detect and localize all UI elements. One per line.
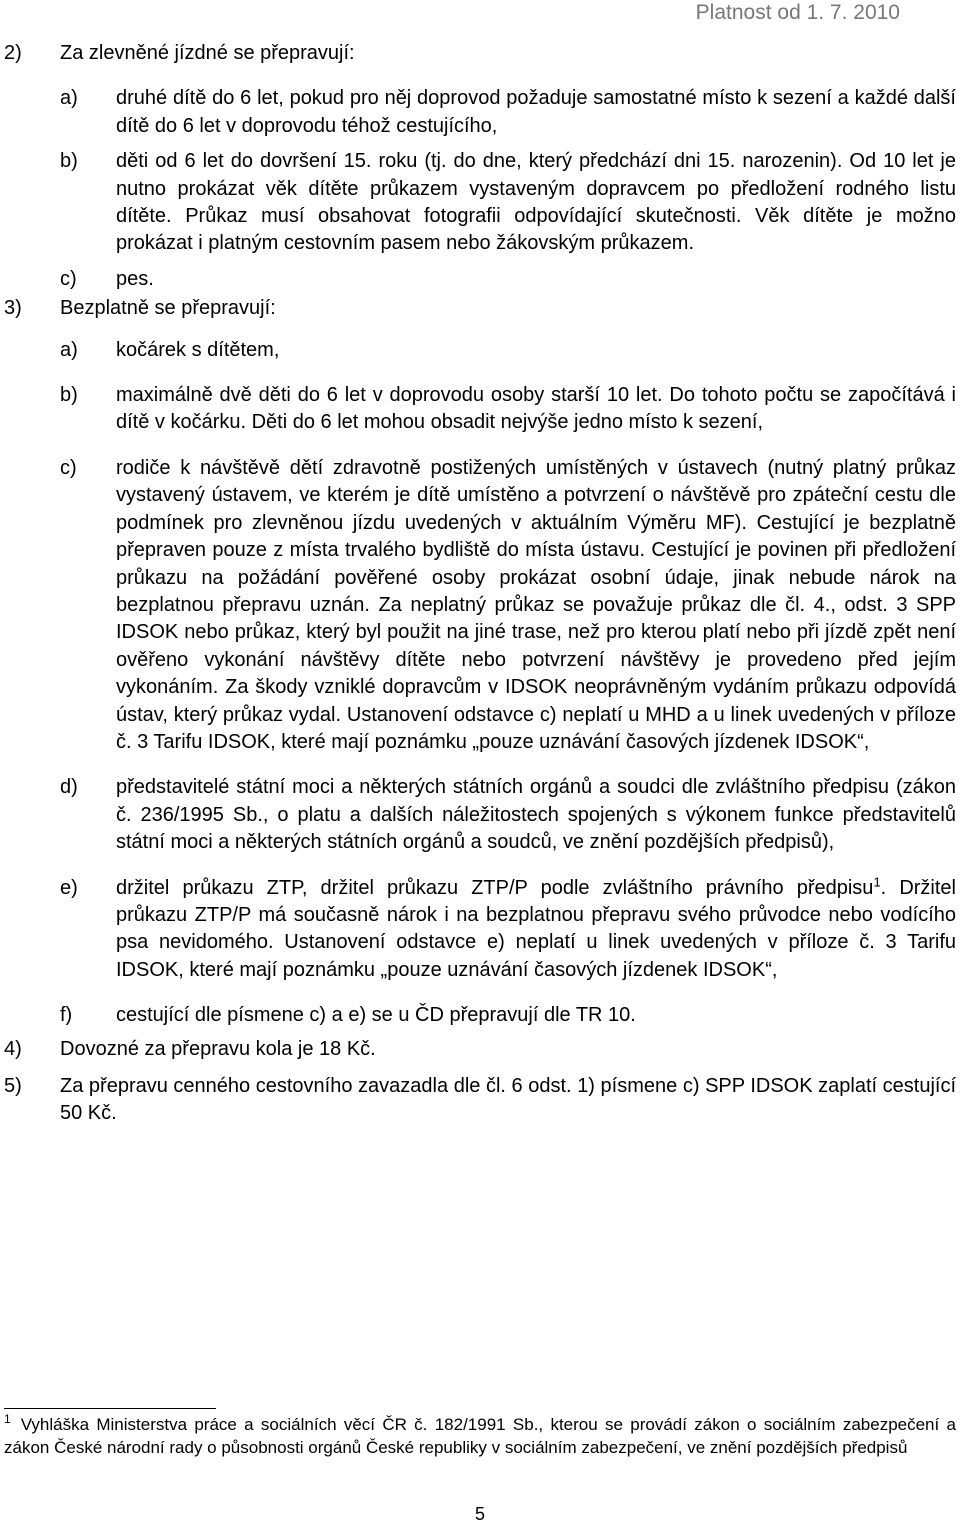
document-body xyxy=(4,40,956,1128)
list-item xyxy=(60,266,956,293)
list-item xyxy=(60,1002,956,1029)
section-title: Dovozné za přepravu kola je 18 Kč. xyxy=(60,1037,376,1060)
section-number: 2) xyxy=(4,42,22,64)
item-text: pes. xyxy=(116,267,154,290)
footnote-text: Vyhláška Ministerstva práce a sociálních věcí ČR č. 182/1991 Sb., kterou se provádí zákon o sociálním zabezpečení a zákon České národní rady o působnosti orgánů České republiky v sociálním zabezpečení, ve znění pozdějších předpisů xyxy=(4,1415,956,1457)
footnote-reference: 1 xyxy=(873,873,881,889)
item-text: kočárek s dítětem, xyxy=(116,338,280,361)
section-2-items xyxy=(60,85,956,293)
item-letter: a) xyxy=(60,338,78,361)
item-text: cestující dle písmene c) a e) se u ČD přepravují dle TR 10. xyxy=(116,1004,636,1027)
item-text: představitelé státní moci a některých státních orgánů a soudci dle zvláštního předpisu (zákon č. 236/1995 Sb., o platu a dalších náležitostech spojených s výkonem funkce představitelů státní moci a některých státních orgánů a soudců, ve znění pozdějších předpisů), xyxy=(116,776,956,854)
list-item xyxy=(60,337,956,364)
item-letter: c) xyxy=(60,267,77,290)
item-text-part: . Držitel průkazu ZTP/P má současně nárok i na bezplatnou přepravu svého průvodce nebo vodícího psa nevidomého. Ustanovení odstavce e) neplatí u linek uvedených v příloze č. 3 Tarifu IDSOK, které mají poznámku „pouze uznávání časových jízdenek IDSOK“, xyxy=(116,876,956,981)
item-text xyxy=(116,875,956,985)
footnote-number: 1 xyxy=(4,1412,11,1427)
item-text: maximálně dvě děti do 6 let v doprovodu osoby starší 10 let. Do tohoto počtu se započítává i dítě v kočárku. Děti do 6 let mohou obsadit nejvýše jedno místo k sezení, xyxy=(116,384,956,434)
item-letter: e) xyxy=(60,876,78,899)
section-3-items xyxy=(60,337,956,1030)
section-number: 4) xyxy=(4,1037,22,1060)
item-letter: a) xyxy=(60,87,78,110)
footnote-divider xyxy=(4,1408,216,1409)
footnote xyxy=(4,1414,956,1459)
list-item xyxy=(60,85,956,140)
section-title: Bezplatně se přepravují: xyxy=(60,297,276,320)
validity-header: Platnost od 1. 7. 2010 xyxy=(695,1,900,24)
item-letter: d) xyxy=(60,776,78,799)
page-number: 5 xyxy=(474,1504,485,1524)
section-title: Za zlevněné jízdné se přepravují: xyxy=(60,42,355,64)
section-3 xyxy=(4,295,956,322)
list-item xyxy=(60,875,956,985)
section-4 xyxy=(4,1036,956,1063)
item-text: druhé dítě do 6 let, pokud pro něj doprovod požaduje samostatné místo k sezení a každé další dítě do 6 let v doprovodu téhož cestujícího, xyxy=(116,87,956,137)
list-item xyxy=(60,774,956,856)
item-letter: f) xyxy=(60,1004,73,1027)
list-item xyxy=(60,455,956,756)
item-letter: c) xyxy=(60,456,77,479)
item-letter: b) xyxy=(60,384,78,407)
section-number: 5) xyxy=(4,1075,22,1097)
section-number: 3) xyxy=(4,297,22,320)
item-text-part: držitel průkazu ZTP, držitel průkazu ZTP/P podle zvláštního právního předpisu xyxy=(116,876,874,899)
item-text: děti od 6 let do dovršení 15. roku (tj. do dne, který předchází dni 15. narozenin). Od 10 let je nutno prokázat věk dítěte průkazem vystaveným dopravcem po předložení rodného listu dítěte. Průkaz musí obsahovat fotografii odpovídající skutečnosti. Věk dítěte je možno prokázat i platným cestovním pasem nebo žákovským průkazem. xyxy=(116,150,956,255)
item-text: rodiče k návštěvě dětí zdravotně postižených umístěných v ústavech (nutný platný průkaz vystavený ústavem, ve kterém je dítě umístěno a potvrzení o návštěvě pro zpáteční cestu dle podmínek pro zlevněnou jízdu uvedených v aktuálním Výměru MF). Cestující je bezplatně přepraven pouze z místa trvalého bydliště do místa ústavu. Cestující je povinen při předložení průkazu na požádání pověřené osoby prokázat osobní údaje, jinak nebude nárok na bezplatnou přepravu uznán. Za neplatný průkaz se považuje průkaz dle čl. 4., odst. 3 SPP IDSOK nebo průkaz, který byl použit na jiné trase, než pro kterou platí nebo při jízdě zpět není ověřeno vykonání návštěvy dítěte nebo potvrzení návštěvy je provedeno před jejím vykonáním. Za škody vzniklé dopravcům v IDSOK neoprávněným vydáním průkazu odpovídá ústav, který průkaz vydal. Ustanovení odstavce c) neplatí u MHD a u linek uvedených v příloze č. 3 Tarifu IDSOK, které mají poznámku „pouze uznávání časových jízdenek IDSOK“, xyxy=(116,456,956,753)
section-5 xyxy=(4,1073,956,1128)
item-letter: b) xyxy=(60,150,78,173)
section-title: Za přepravu cenného cestovního zavazadla dle čl. 6 odst. 1) písmene c) SPP IDSOK zaplatí cestující 50 Kč. xyxy=(60,1075,956,1125)
section-2 xyxy=(4,40,956,67)
list-item xyxy=(60,382,956,437)
list-item xyxy=(60,148,956,258)
